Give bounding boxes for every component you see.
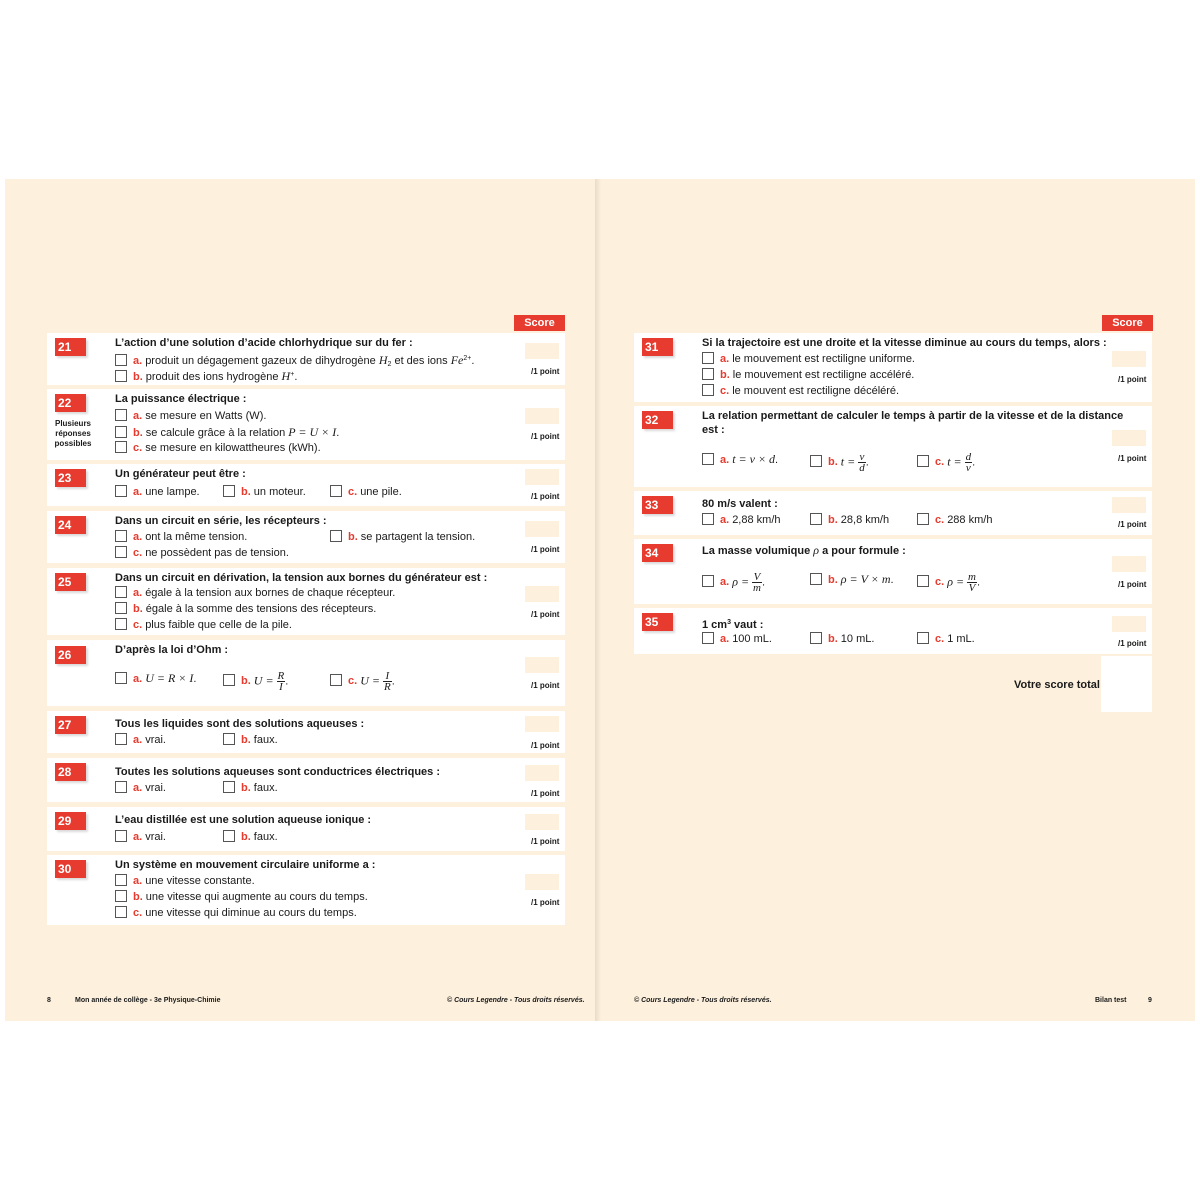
checkbox-b[interactable] [115, 602, 127, 614]
option-a: a. une vitesse constante. [115, 874, 255, 888]
question-title: 80 m/s valent : [702, 498, 778, 510]
question-23 [47, 464, 565, 506]
points-label: /1 point [531, 898, 560, 907]
question-21 [47, 333, 565, 385]
option-a: a. se mesure en Watts (W). [115, 409, 266, 423]
option-b: b. faux. [223, 830, 278, 844]
question-number: 33 [642, 496, 673, 514]
question-number: 25 [55, 573, 86, 591]
option-a: a. t = v × d. [702, 452, 778, 467]
question-number: 34 [642, 544, 673, 562]
question-note: Plusieurs réponses possibles [54, 419, 92, 448]
question-30 [47, 855, 565, 925]
question-34 [634, 539, 1152, 604]
question-26 [47, 640, 565, 706]
checkbox-b[interactable] [223, 485, 235, 497]
option-a: a. 100 mL. [702, 632, 772, 646]
option-b: b. faux. [223, 733, 278, 747]
footer-right-copyright: © Cours Legendre - Tous droits réservés. [634, 997, 772, 1004]
option-a: a. égale à la tension aux bornes de chaque récepteur. [115, 586, 395, 600]
score-input[interactable] [1112, 430, 1146, 446]
question-title: Dans un circuit en dérivation, la tension aux bornes du générateur est : [115, 572, 488, 584]
checkbox-a[interactable] [702, 575, 714, 587]
checkbox-b[interactable] [810, 573, 822, 585]
points-label: /1 point [531, 367, 560, 376]
question-25 [47, 568, 565, 635]
question-title: Un système en mouvement circulaire uniforme a : [115, 859, 376, 871]
checkbox-b[interactable] [330, 530, 342, 542]
fraction: $\frac{V}{m}$ [753, 571, 761, 594]
question-number: 24 [55, 516, 86, 534]
points-label: /1 point [531, 432, 560, 441]
option-b: b. se calcule grâce à la relation P = U × I. [115, 425, 339, 440]
fraction: $\frac{R}{I}$ [277, 670, 285, 693]
footer-left-page-number: 8 [47, 997, 51, 1004]
question-number: 26 [55, 646, 86, 664]
points-label: /1 point [531, 545, 560, 554]
question-number: 30 [55, 860, 86, 878]
fraction: $\frac{d}{v}$ [965, 451, 972, 474]
question-title: Dans un circuit en série, les récepteurs : [115, 515, 327, 527]
option-a: a. U = R × I. [115, 671, 196, 686]
option-c: c. ρ = $\frac{m}{V}$ . [917, 572, 980, 593]
score-input[interactable] [525, 586, 559, 602]
option-b: b. produit des ions hydrogène H+. [115, 368, 297, 384]
score-input[interactable] [525, 521, 559, 537]
points-label: /1 point [531, 610, 560, 619]
fraction: $\frac{I}{R}$ [383, 670, 391, 693]
question-number: 28 [55, 763, 86, 781]
question-number: 35 [642, 613, 673, 631]
option-c: c. 288 km/h [917, 513, 992, 527]
option-b: b. se partagent la tension. [330, 530, 475, 544]
checkbox-b[interactable] [810, 513, 822, 525]
option-b: b. faux. [223, 781, 278, 795]
checkbox-a[interactable] [115, 485, 127, 497]
points-label: /1 point [1118, 454, 1147, 463]
points-label: /1 point [531, 681, 560, 690]
option-c: c. une vitesse qui diminue au cours du temps. [115, 906, 357, 920]
checkbox-a[interactable] [115, 733, 127, 745]
option-b: b. le mouvement est rectiligne accéléré. [702, 368, 914, 382]
checkbox-a[interactable] [702, 352, 714, 364]
checkbox-c[interactable] [330, 485, 342, 497]
question-number: 23 [55, 469, 86, 487]
option-b: b. égale à la somme des tensions des récepteurs. [115, 602, 376, 616]
checkbox-b[interactable] [223, 674, 235, 686]
checkbox-b[interactable] [223, 733, 235, 745]
option-a: a. ρ = $\frac{V}{m}$ . [702, 572, 765, 593]
question-27 [47, 711, 565, 753]
question-number: 22 [55, 394, 86, 412]
option-a: a. le mouvement est rectiligne uniforme. [702, 352, 915, 366]
option-b: b. t = $\frac{v}{d}$ . [810, 452, 869, 473]
points-label: /1 point [531, 837, 560, 846]
question-29 [47, 807, 565, 851]
points-label: /1 point [531, 492, 560, 501]
points-label: /1 point [531, 789, 560, 798]
question-title: D’après la loi d’Ohm : [115, 644, 229, 656]
checkbox-c[interactable] [917, 575, 929, 587]
question-title: L’eau distillée est une solution aqueuse ionique : [115, 814, 372, 826]
checkbox-c[interactable] [115, 441, 127, 453]
checkbox-a[interactable] [115, 530, 127, 542]
points-label: /1 point [531, 741, 560, 750]
question-title: Si la trajectoire est une droite et la vitesse diminue au cours du temps, alors : [702, 337, 1107, 349]
option-c: c. U = $\frac{I}{R}$ . [330, 671, 395, 692]
score-input[interactable] [525, 874, 559, 890]
footer-left-copyright: © Cours Legendre - Tous droits réservés. [447, 997, 585, 1004]
option-a: a. vrai. [115, 781, 166, 795]
question-33 [634, 491, 1152, 535]
checkbox-b[interactable] [115, 370, 127, 382]
score-input[interactable] [525, 469, 559, 485]
score-input[interactable] [525, 716, 559, 732]
question-title: La masse volumique ρ a pour formule : [702, 543, 906, 557]
checkbox-c[interactable] [115, 906, 127, 918]
option-b: b. 28,8 km/h [810, 513, 889, 527]
question-number: 32 [642, 411, 673, 429]
option-c: c. t = $\frac{d}{v}$ . [917, 452, 975, 473]
option-a: a. produit un dégagement gazeux de dihydrogène $H_2$ et des ions $Fe^{2+}$. [115, 352, 474, 372]
footer-left-title: Mon année de collège - 3e Physique-Chimie [75, 997, 221, 1004]
score-header-right: Score [1102, 315, 1153, 331]
checkbox-b[interactable] [810, 632, 822, 644]
checkbox-c[interactable] [917, 513, 929, 525]
checkbox-c[interactable] [330, 674, 342, 686]
question-number: 27 [55, 716, 86, 734]
option-c: c. le mouvent est rectiligne décéléré. [702, 384, 899, 398]
option-c: c. se mesure en kilowattheures (kWh). [115, 441, 321, 455]
points-label: /1 point [1118, 639, 1147, 648]
question-title: 1 $cm^3$ vaut : [702, 619, 764, 631]
checkbox-a[interactable] [702, 513, 714, 525]
question-31 [634, 333, 1152, 402]
option-c: c. 1 mL. [917, 632, 975, 646]
checkbox-b[interactable] [810, 455, 822, 467]
checkbox-a[interactable] [702, 453, 714, 465]
checkbox-c[interactable] [702, 384, 714, 396]
points-label: /1 point [1118, 375, 1147, 384]
fraction: $\frac{v}{d}$ [859, 451, 865, 474]
score-input[interactable] [525, 343, 559, 359]
checkbox-c[interactable] [115, 618, 127, 630]
score-header-left: Score [514, 315, 565, 331]
footer-right-title: Bilan test [1095, 997, 1127, 1004]
checkbox-c[interactable] [917, 632, 929, 644]
question-22 [47, 389, 565, 460]
checkbox-c[interactable] [917, 455, 929, 467]
option-a: a. une lampe. [115, 485, 200, 499]
score-input[interactable] [525, 814, 559, 830]
checkbox-b[interactable] [223, 781, 235, 793]
option-a: a. ont la même tension. [115, 530, 247, 544]
score-input[interactable] [1112, 616, 1146, 632]
option-a: a. vrai. [115, 733, 166, 747]
question-title: L’action d’une solution d’acide chlorhydrique sur du fer : [115, 337, 413, 349]
checkbox-a[interactable] [115, 781, 127, 793]
checkbox-b[interactable] [702, 368, 714, 380]
question-title: La relation permettant de calculer le temps à partir de la vitesse et de la distance [702, 410, 1124, 422]
checkbox-a[interactable] [115, 830, 127, 842]
checkbox-a[interactable] [115, 672, 127, 684]
score-input[interactable] [525, 657, 559, 673]
points-label: /1 point [1118, 520, 1147, 529]
score-input[interactable] [1112, 556, 1146, 572]
page-gutter [595, 179, 601, 1021]
option-c: c. une pile. [330, 485, 402, 499]
checkbox-b[interactable] [223, 830, 235, 842]
checkbox-c[interactable] [115, 546, 127, 558]
question-title-line2: est : [702, 424, 725, 436]
footer-right-page-number: 9 [1148, 997, 1152, 1004]
question-24 [47, 511, 565, 563]
score-input[interactable] [1112, 497, 1146, 513]
question-28 [47, 758, 565, 802]
option-a: a. vrai. [115, 830, 166, 844]
question-title: Toutes les solutions aqueuses sont conductrices électriques : [115, 766, 440, 778]
question-title: Un générateur peut être : [115, 468, 246, 480]
option-c: c. ne possèdent pas de tension. [115, 546, 289, 560]
total-score-input[interactable] [1101, 656, 1152, 712]
question-title: La puissance électrique : [115, 393, 247, 405]
fraction: $\frac{m}{V}$ [968, 571, 976, 594]
question-title: Tous les liquides sont des solutions aqueuses : [115, 718, 365, 730]
option-b: b. un moteur. [223, 485, 306, 499]
checkbox-a[interactable] [702, 632, 714, 644]
option-b: b. U = $\frac{R}{I}$ . [223, 671, 288, 692]
question-number: 29 [55, 812, 86, 830]
points-label: /1 point [1118, 580, 1147, 589]
total-score-label: Votre score total [1014, 679, 1100, 691]
score-input[interactable] [1112, 351, 1146, 367]
question-32 [634, 406, 1152, 487]
checkbox-a[interactable] [115, 586, 127, 598]
option-c: c. plus faible que celle de la pile. [115, 618, 292, 632]
checkbox-b[interactable] [115, 890, 127, 902]
score-input[interactable] [525, 765, 559, 781]
question-35 [634, 608, 1152, 654]
option-b: b. 10 mL. [810, 632, 874, 646]
question-number: 21 [55, 338, 86, 356]
checkbox-a[interactable] [115, 874, 127, 886]
option-a: a. 2,88 km/h [702, 513, 781, 527]
option-b: b. une vitesse qui augmente au cours du temps. [115, 890, 368, 904]
question-number: 31 [642, 338, 673, 356]
checkbox-a[interactable] [115, 354, 127, 366]
score-input[interactable] [525, 408, 559, 424]
option-b: b. ρ = V × m. [810, 572, 894, 587]
checkbox-a[interactable] [115, 409, 127, 421]
checkbox-b[interactable] [115, 426, 127, 438]
